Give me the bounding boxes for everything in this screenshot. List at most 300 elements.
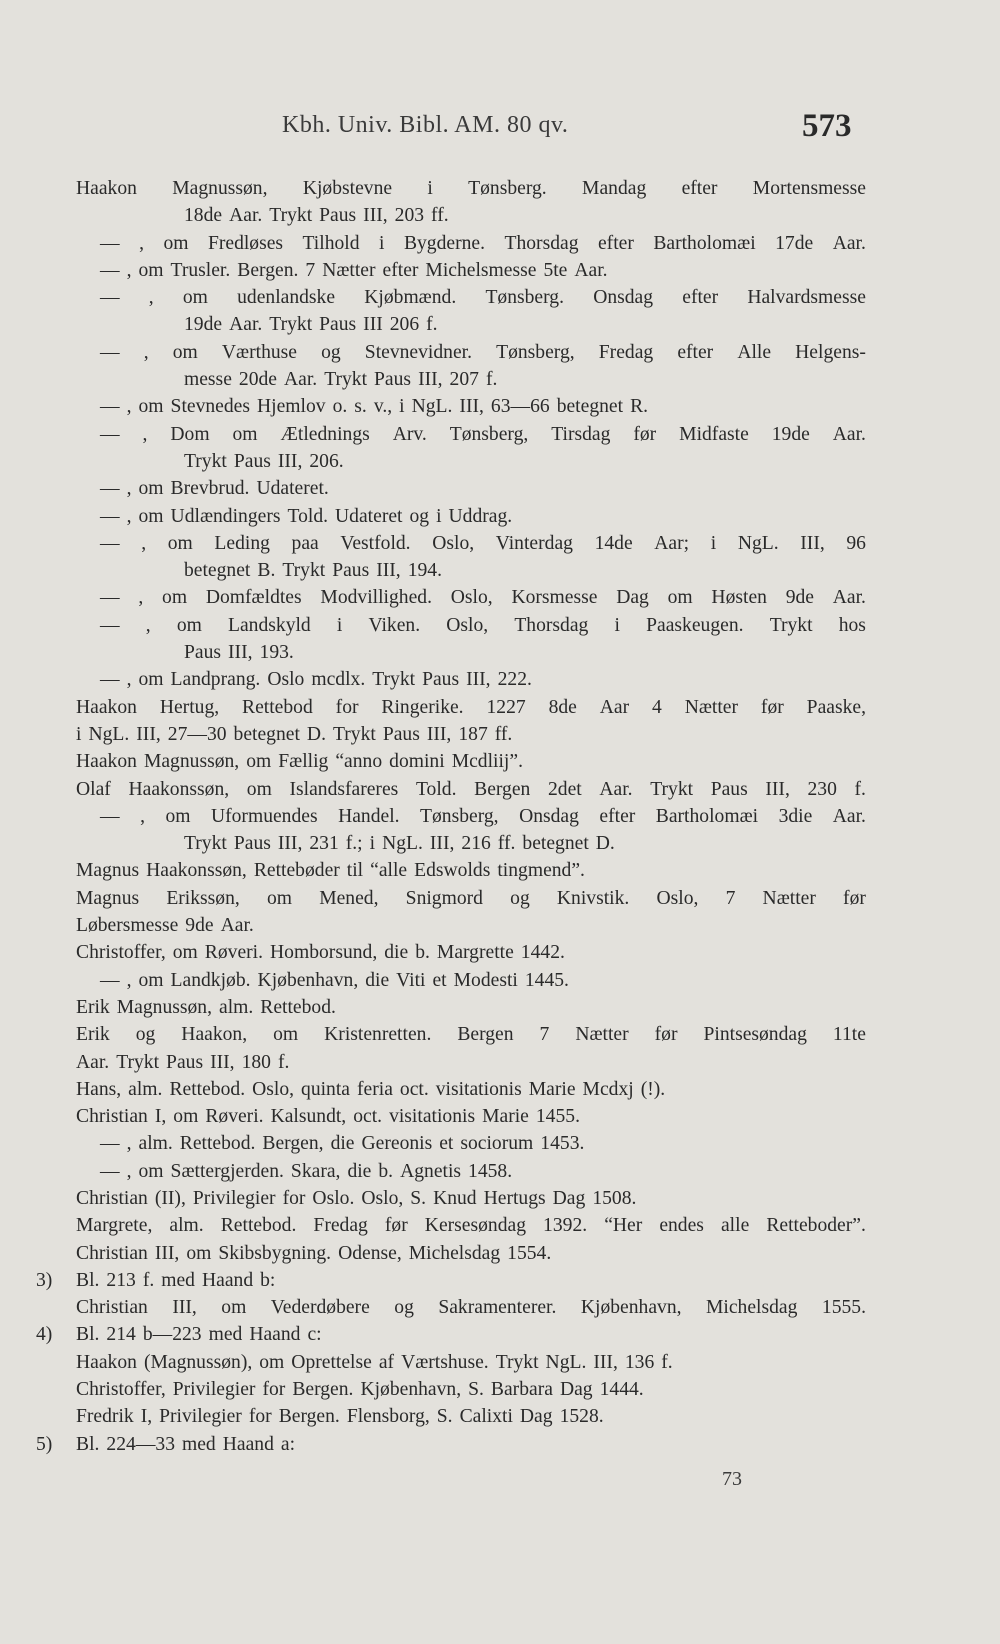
word: efter [599,805,636,827]
text-line [76,393,866,420]
footnote-marker: 4) [36,1324,53,1346]
word: Paaske, [806,696,866,718]
word: Aar. [832,423,866,445]
text-line [76,311,866,338]
word: III, [418,369,443,391]
word: Korsmesse [511,587,598,609]
word: I, [140,1406,153,1428]
page-number: 573 [802,108,852,144]
word: Ætlednings [280,423,370,445]
word: Snigmord [405,887,483,909]
word: — [100,1160,120,1182]
word: i [369,833,376,855]
word: om [259,1351,285,1373]
word: Tønsberg, [496,341,575,363]
word: Kjøbenhavn, [580,1297,682,1319]
word: Værthuse [221,341,297,363]
word: om [667,587,693,609]
word: die [330,1133,355,1155]
word: Leding [214,532,270,554]
word: Trykt [372,669,416,691]
word: Told. [415,778,457,800]
word: Paus [422,669,460,691]
word: endes [659,1215,704,1237]
word: 14de [594,532,633,554]
word: III, [154,1242,180,1264]
text-line [76,694,866,721]
word: før [760,696,784,718]
word: efter [682,287,719,309]
word: i [427,178,433,199]
word: Trykt [650,778,694,800]
word: 187 [458,723,488,745]
word: alm. [219,996,254,1018]
word: Vestfold. [340,532,411,554]
word: Sakramenterer. [438,1297,557,1319]
text-line [76,366,866,393]
word: Christian [76,1106,148,1128]
word: Olaf [76,778,111,800]
word: Skibsbygning. [218,1242,332,1264]
word: Mandag [582,178,647,199]
word: Nætter [762,887,816,909]
word: Haakonssøn, [128,778,230,800]
word: Mortensmesse [752,178,866,199]
word: , [141,532,147,554]
word: 214 [106,1324,136,1346]
word: Barbara [490,1379,553,1401]
word: Magnus [76,887,140,909]
word: Thorsdag [504,232,579,254]
word: 8de [548,696,577,718]
word: Handel. [338,805,400,827]
word: Knivstik. [556,887,630,909]
word: die [365,969,390,991]
word: 27—30 [167,723,227,745]
word: Odense, [338,1242,402,1264]
word: 7 [539,1024,550,1046]
word: Uformuendes [210,805,318,827]
word: betegnet [233,723,300,745]
word: “alle [370,860,408,882]
word: Bl. [76,1433,100,1455]
word: Retteboder”. [766,1215,866,1237]
word: 180 [241,1051,271,1073]
word: (Magnussøn), [143,1351,253,1373]
word: Calixti [459,1406,513,1428]
footnote-marker: 3) [36,1269,53,1291]
word: Aar. [832,232,866,254]
word: Bergen. [237,259,299,281]
text-line [76,448,866,475]
word: Kristenretten. [324,1024,432,1046]
text-line [76,475,866,502]
word: Bergen [474,778,531,800]
word: Paus [184,642,222,664]
text-line [76,1021,866,1048]
footnote-marker: 5) [36,1433,53,1455]
word: Paus [233,450,271,472]
word: — [100,614,120,636]
word: Oslo, [361,1187,404,1209]
word: III, [593,1351,618,1373]
text-line [76,612,866,639]
word: — [100,1133,120,1155]
word: om [273,1024,299,1046]
word: Margrete, [76,1215,153,1237]
word: Aar. [220,915,254,937]
word: Haakon [76,178,137,199]
word: 207 [449,369,479,391]
word: Høsten [711,587,767,609]
word: Tilhold [302,232,360,254]
word: Bergen [457,1024,514,1046]
word: Aar. [599,778,633,800]
word: 206. [309,450,344,472]
word: Rettebod. [169,1078,246,1100]
word: i [710,532,717,554]
word: Kjøbmænd. [364,287,457,309]
word: Trusler. [170,259,231,281]
text-line [76,1103,866,1130]
word: om [167,532,193,554]
word: til [346,860,364,882]
text-line [76,1185,866,1212]
word: R. [630,396,649,418]
word: alle [720,1215,750,1237]
word: 1445. [524,969,569,991]
word: III, [363,205,388,227]
word: NgL. [88,723,130,745]
word: domini [389,751,445,773]
word: — [100,805,120,827]
word: — [100,341,120,363]
word: III, [459,396,484,418]
word: 7 [305,259,316,281]
word: for [335,696,359,718]
word: Aar [599,696,630,718]
word: Nætter [322,259,376,281]
word: 1554. [507,1242,552,1264]
word: et [432,969,447,991]
word: 1444. [599,1379,644,1401]
word: , [148,287,154,309]
text-line [76,230,866,257]
word: S. [410,1187,427,1209]
word: Stevnedes [170,396,250,418]
word: , [140,805,145,827]
word: med [208,1324,243,1346]
word: mcdlx. [311,669,366,691]
word: 20de [238,369,277,391]
word: Mcdliij”. [451,751,523,773]
word: B. [257,560,276,582]
text-line [76,721,866,748]
word: Rettebod [242,696,313,718]
word: 17de [775,232,814,254]
word: Dag [519,1406,553,1428]
word: III, [426,723,452,745]
word: om [266,887,293,909]
word: , [126,669,132,691]
word: Paus [166,1051,204,1073]
word: I, [154,1106,167,1128]
word: Halvardsmesse [747,287,866,309]
word: Bergen. [278,1406,340,1428]
word: 222. [497,669,532,691]
word: Onsdag [519,805,579,827]
word: om [232,423,258,445]
word: om [138,396,164,418]
text-line [76,666,866,693]
word: hos [838,614,866,636]
catalog-reference: Kbh. Univ. Bibl. AM. 80 qv. [282,112,569,138]
word: , [126,505,132,527]
word: o. [332,396,348,418]
word: 1555. [821,1297,866,1319]
text-line [76,1130,866,1157]
word: Aar; [654,532,690,554]
word: Trykt [269,205,313,227]
word: Trykt [332,723,376,745]
word: Magnussøn, [172,178,268,199]
word: Privilegier [192,1187,276,1209]
word: om [163,232,189,254]
word: Oslo, [446,614,489,636]
word: og [135,1024,156,1046]
word: — [100,396,120,418]
word: III, [466,669,491,691]
text-line [36,1267,866,1294]
word: Rettebøder [253,860,340,882]
word: Edswolds [414,860,491,882]
word: Trykt [184,450,227,472]
word: Hertug, [159,696,220,718]
word: III [363,314,383,336]
word: Oprettelse [291,1351,372,1373]
word: III, [172,1297,197,1319]
word: — [100,587,120,609]
word: Agnetis [400,1160,462,1182]
word: Privilegier [172,1379,256,1401]
word: for [282,1187,306,1209]
word: Privilegier [159,1406,242,1428]
word: Trykt [184,833,227,855]
word: 11te [832,1024,866,1046]
text-line [76,284,866,311]
word: Mened, [319,887,379,909]
word: Pintsesøndag [703,1024,807,1046]
text-line [76,885,866,912]
word: tingmend”. [497,860,585,882]
word: f. [277,1051,290,1073]
word: Flensborg, [346,1406,430,1428]
word: “Her [604,1215,643,1237]
word: Udateret [335,505,403,527]
word: om [138,669,164,691]
word: 2det [548,778,582,800]
word: Aar. [574,259,608,281]
word: Haakonssøn, [146,860,247,882]
word: betegnet [184,560,251,582]
word: sociorum [460,1133,534,1155]
word: Magnus [76,860,140,882]
text-line [76,1349,866,1376]
word: f. [854,778,866,800]
word: Aar. [76,1051,110,1073]
word: Sættergjerden. [170,1160,284,1182]
word: Paus [382,723,420,745]
word: Aar. [283,369,318,391]
text-line [76,584,866,611]
word: 216 [461,833,491,855]
word: Oslo, [432,532,475,554]
word: — [100,232,120,254]
text-line [76,748,866,775]
footer-number: 73 [722,1468,742,1490]
word: quinta [301,1078,350,1100]
word: og [409,505,430,527]
word: Aar. [832,587,866,609]
word: Arv. [392,423,427,445]
text-line [76,803,866,830]
text-line [76,530,866,557]
word: Nætter [684,696,739,718]
word: Dom [170,423,210,445]
word: 9de [785,587,814,609]
text-line [76,503,866,530]
word: Paus [374,369,412,391]
word: Paaskeugen. [646,614,744,636]
word: Mcdxj [582,1078,634,1100]
word: S. [468,1379,484,1401]
word: Bygderne. [403,232,486,254]
word: Christoffer, [76,1379,166,1401]
word: Hans, [76,1078,122,1100]
catalog-entries [36,175,866,1458]
word: 1453. [540,1133,585,1155]
word: om [138,969,164,991]
word: messe [184,369,232,391]
word: Bartholomæi [655,805,759,827]
word: efter [382,259,419,281]
word: a: [280,1433,296,1455]
text-line [76,1240,866,1267]
word: Aar. [832,805,866,827]
word: Viken. [368,614,421,636]
word: c: [307,1324,322,1346]
word: af [378,1351,395,1373]
text-line [76,1049,866,1076]
word: visitationis [435,1078,522,1100]
word: NgL. [411,396,453,418]
word: Fredag [313,1215,368,1237]
word: Dag [559,1379,593,1401]
word: Bl. [76,1269,100,1291]
word: III, [376,560,401,582]
word: 1508. [592,1187,637,1209]
word: Udateret. [256,478,329,500]
word: 1528. [559,1406,604,1428]
word: Bartholomæi [653,232,756,254]
word: f. [142,1269,155,1291]
word: 206 [389,314,420,336]
text-line [76,912,866,939]
word: NgL. [737,532,779,554]
text-line [76,830,866,857]
word: Domfældtes [205,587,302,609]
word: 9de [185,915,214,937]
word: i [336,614,343,636]
word: om [173,1106,199,1128]
word: Paus [319,205,357,227]
word: i [399,396,405,418]
word: betegnet [522,833,589,855]
word: Trykt [769,614,813,636]
word: oct. [399,1078,429,1100]
word: , [139,232,144,254]
word: i [614,614,620,636]
word: Christian [76,1297,148,1319]
word: feria [357,1078,393,1100]
word: — [100,505,120,527]
word: ff. [431,205,449,227]
word: alm. [128,1078,163,1100]
text-line [76,857,866,884]
word: Fredløses [207,232,284,254]
word: Told. [287,505,329,527]
word: f. [485,369,498,391]
text-line [76,421,866,448]
word: Modvillighed. [320,587,432,609]
word: — [100,669,120,691]
text-line [76,994,866,1021]
word: for [262,1379,286,1401]
word: Stevnevidner. [364,341,472,363]
word: Haakon [76,1351,137,1373]
text-line [76,639,866,666]
word: f. [426,314,438,336]
page-header [0,108,1000,152]
word: NgL. [545,1351,587,1373]
word: om [138,478,164,500]
word: Islandsfareres [289,778,399,800]
text-line [76,557,866,584]
word: og [321,341,341,363]
word: Tønsberg, [420,805,499,827]
word: Oslo, [656,887,699,909]
word: Landkjøb. [170,969,251,991]
word: Modesti [453,969,518,991]
word: Dag [552,1187,586,1209]
word: Landprang. [170,669,261,691]
word: III, [136,723,161,745]
word: , [126,396,132,418]
word: Trykt [282,560,326,582]
word: Trykt [269,314,313,336]
word: Skara, [290,1160,341,1182]
word: , [143,341,149,363]
word: Erik [76,996,110,1018]
word: 19de [184,314,223,336]
word: Bergen. [292,1379,354,1401]
word: Haand [201,1269,254,1291]
word: 136 [624,1351,655,1373]
word: , [142,423,148,445]
word: “anno [335,751,383,773]
text-line [76,1158,866,1185]
word: Paus [332,560,370,582]
